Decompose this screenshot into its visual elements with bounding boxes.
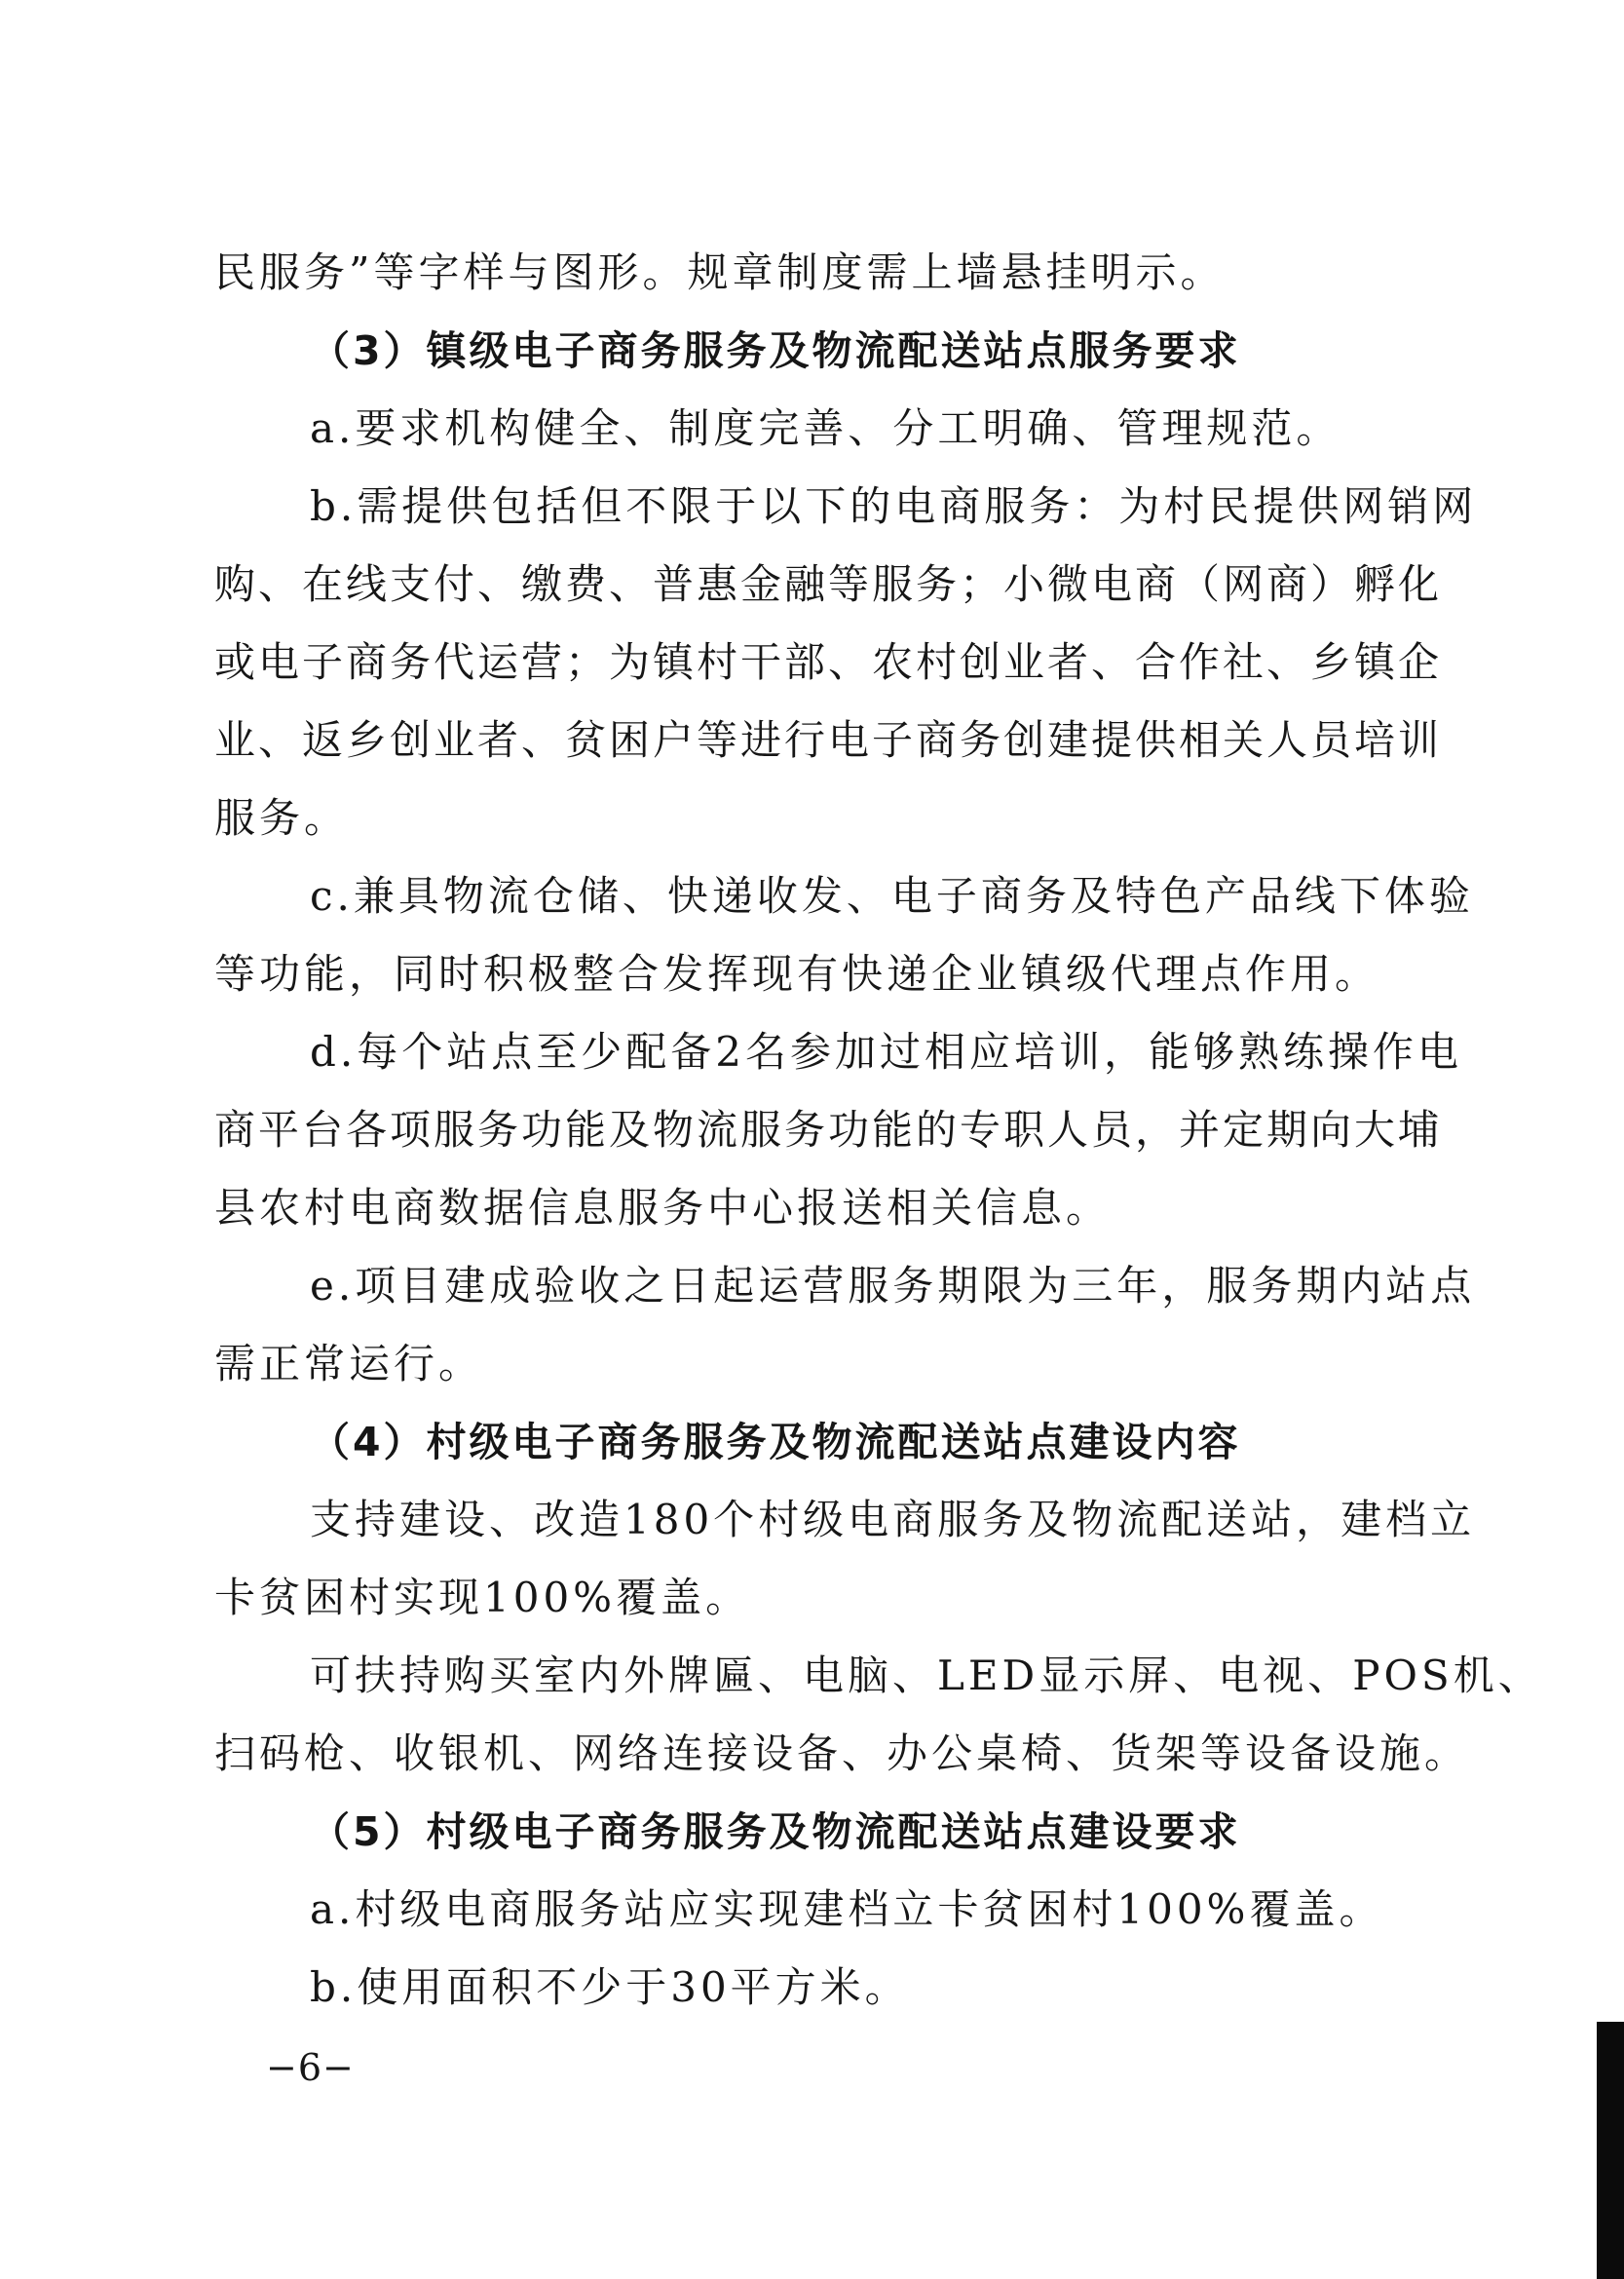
paragraph-line: 扫码枪、收银机、网络连接设备、办公桌椅、货架等设备设施。 [214,1729,1470,1777]
scan-edge-mark [1597,2022,1624,2279]
paragraph-line: 购、在线支付、缴费、普惠金融等服务；小微电商（网商）孵化 [214,560,1443,608]
paragraph-line: b.需提供包括但不限于以下的电商服务：为村民提供网销网 [310,482,1478,530]
paragraph-line: 县农村电商数据信息服务中心报送相关信息。 [214,1184,1112,1232]
paragraph-line: 业、返乡创业者、贫困户等进行电子商务创建提供相关人员培训 [214,716,1443,764]
paragraph-line: d.每个站点至少配备2名参加过相应培训，能够熟练操作电 [310,1028,1462,1076]
paragraph-line: b.使用面积不少于30平方米。 [310,1963,910,2011]
paragraph-line: 需正常运行。 [214,1340,484,1387]
paragraph-line: e.项目建成验收之日起运营服务期限为三年，服务期内站点 [310,1262,1476,1310]
section-heading-3: （3）镇级电子商务服务及物流配送站点服务要求 [310,327,1241,374]
paragraph-line: 可扶持购买室内外牌匾、电脑、LED显示屏、电视、POS机、 [310,1652,1543,1699]
paragraph-line: 等功能，同时积极整合发挥现有快递企业镇级代理点作用。 [214,950,1380,998]
paragraph-line: 卡贫困村实现100%覆盖。 [214,1574,751,1621]
section-heading-5: （5）村级电子商务服务及物流配送站点建设要求 [310,1808,1241,1855]
paragraph-line: 支持建设、改造180个村级电商服务及物流配送站，建档立 [310,1496,1476,1543]
paragraph-line: a.村级电商服务站应实现建档立卡贫困村100%覆盖。 [310,1885,1384,1933]
paragraph-line: c.兼具物流仓储、快递收发、电子商务及特色产品线下体验 [310,872,1474,920]
paragraph-line: 民服务”等字样与图形。规章制度需上墙悬挂明示。 [214,248,1226,296]
paragraph-line: 或电子商务代运营；为镇村干部、农村创业者、合作社、乡镇企 [214,638,1443,686]
page-number: −6− [266,2046,355,2089]
paragraph-line: a.要求机构健全、制度完善、分工明确、管理规范。 [310,404,1341,452]
paragraph-line: 商平台各项服务功能及物流服务功能的专职人员，并定期向大埔 [214,1106,1443,1154]
section-heading-4: （4）村级电子商务服务及物流配送站点建设内容 [310,1419,1241,1465]
paragraph-line: 服务。 [214,794,350,842]
